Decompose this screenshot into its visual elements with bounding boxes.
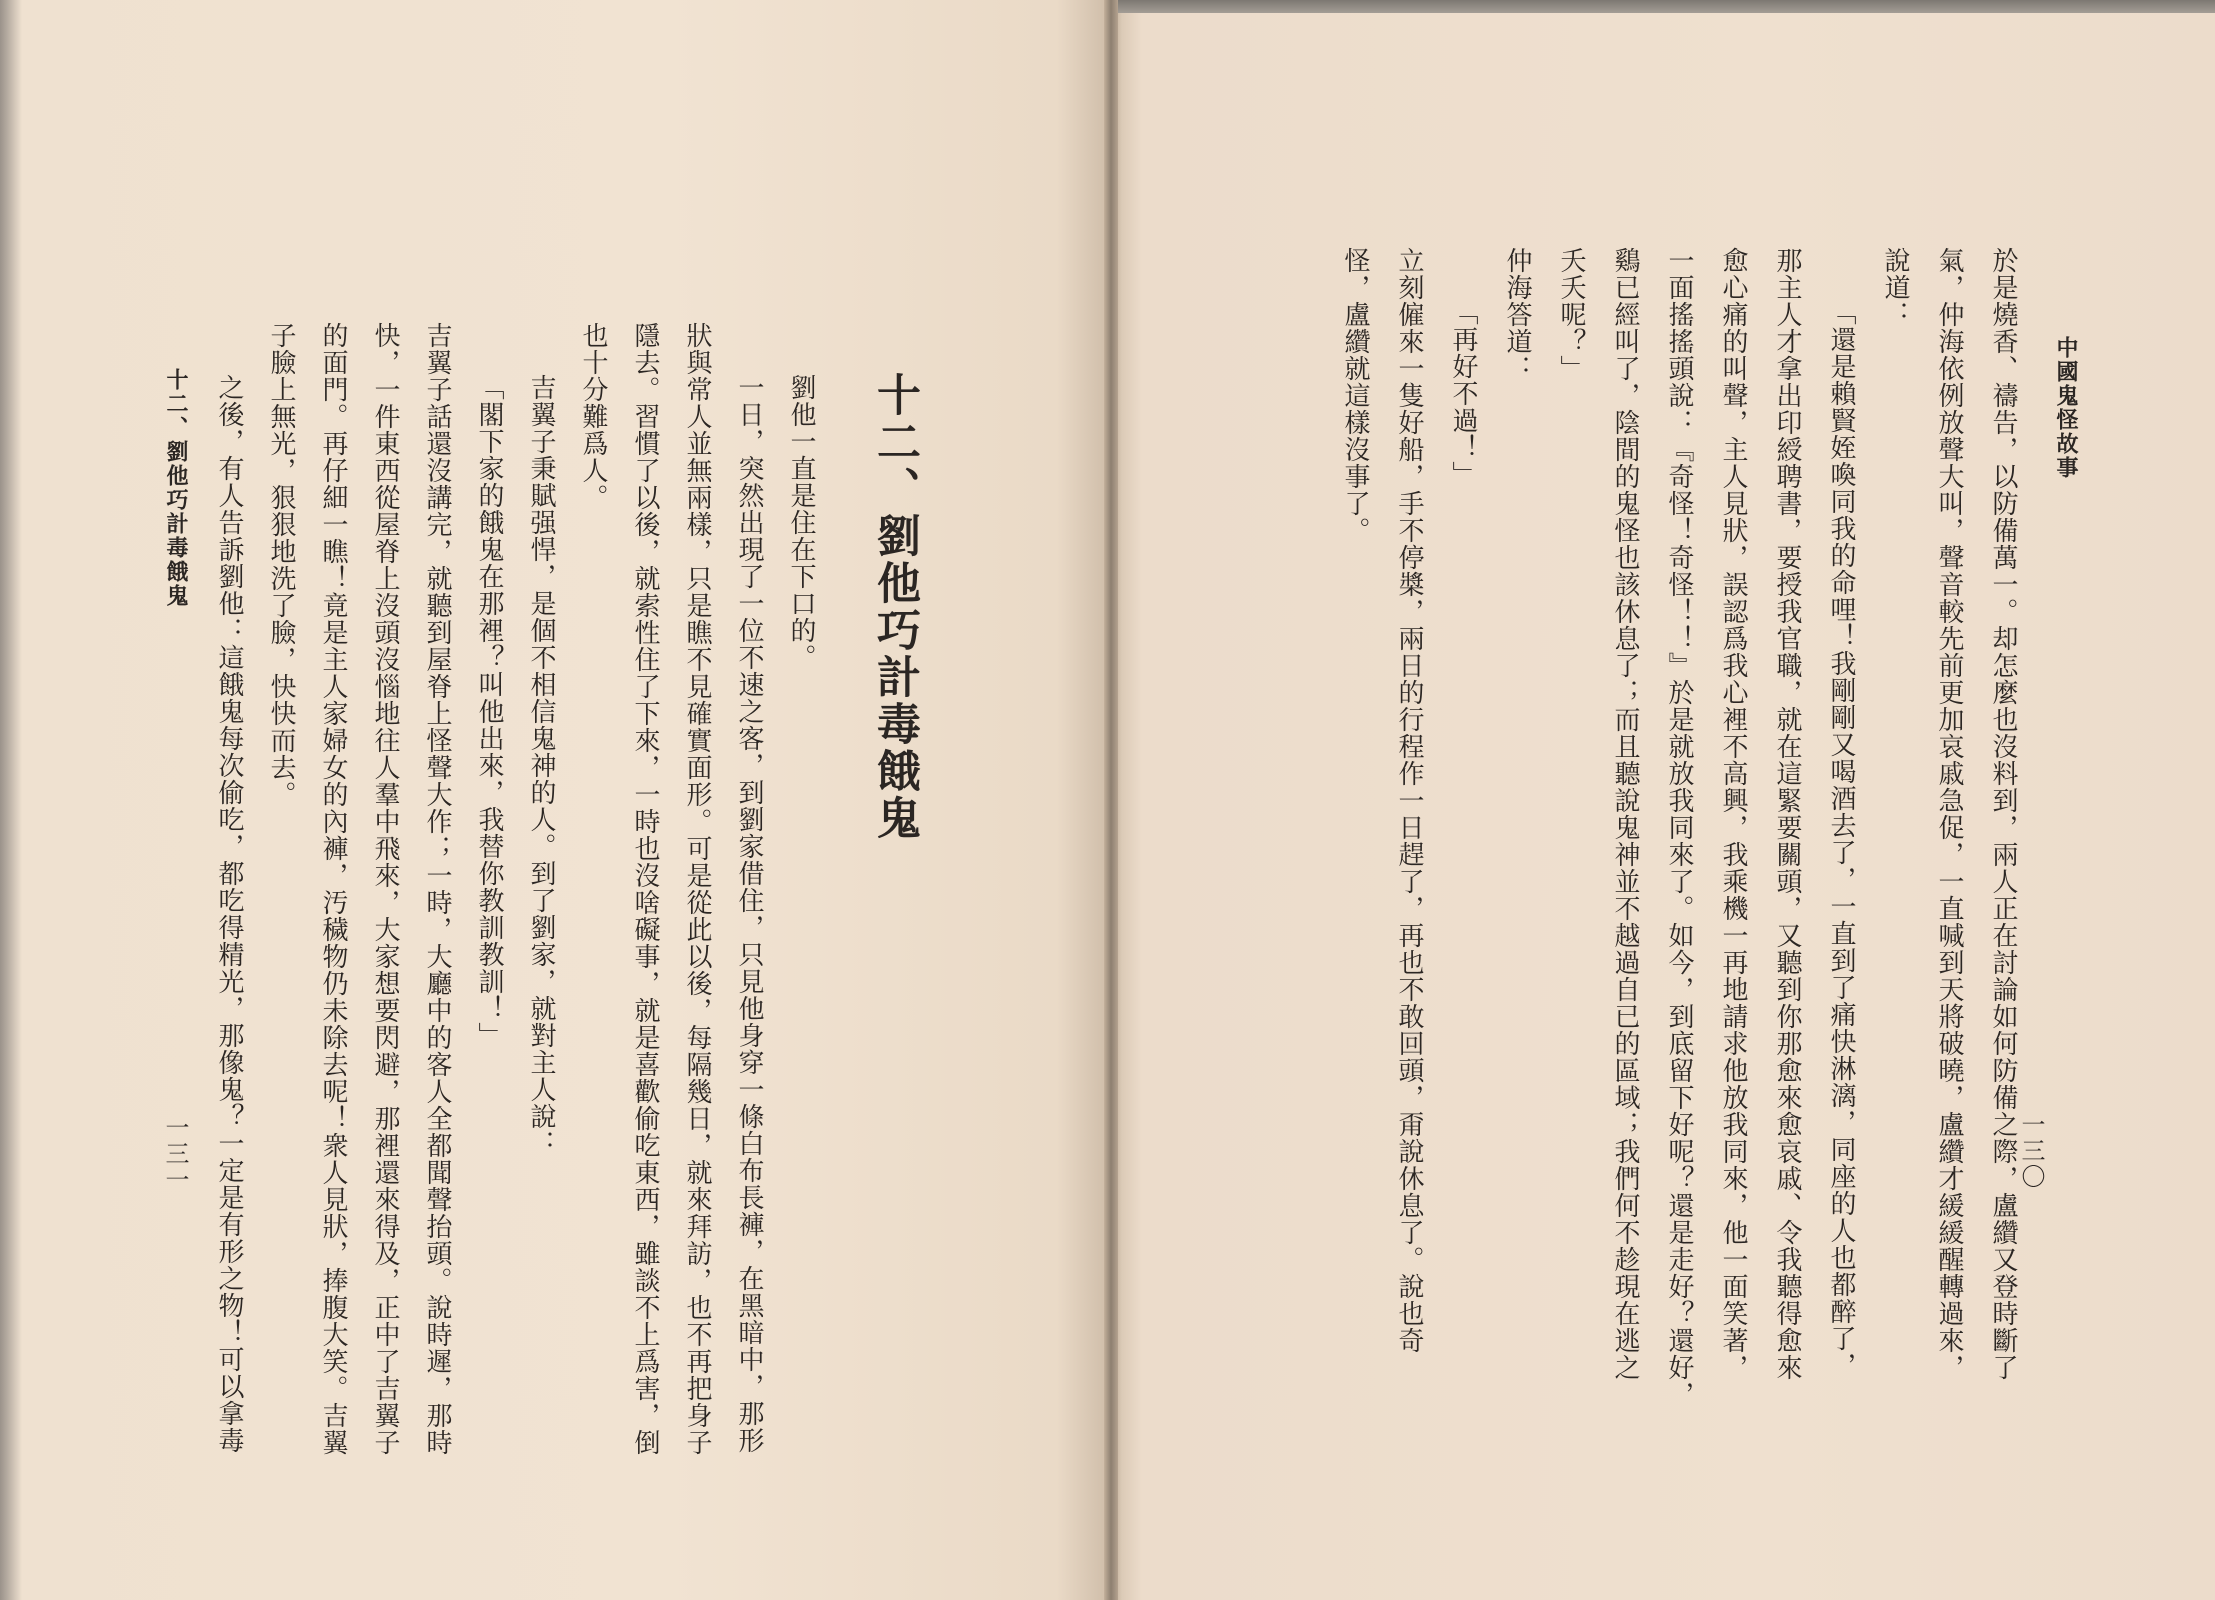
text-column: 「還是賴賢姪喚同我的命哩！我剛剛又喝酒去了，一直到了痛快淋漓，同座的人也都醉了， bbox=[1826, 299, 1856, 1379]
text-column: 立刻僱來一隻好船，手不停槳，兩日的行程作一日趕了，再也不敢回頭，甭說休息了。說也奇 bbox=[1394, 247, 1424, 1354]
text-column: 說道： bbox=[1880, 247, 1910, 328]
book-gutter bbox=[1104, 0, 1118, 1600]
right-page-body bbox=[1328, 247, 2030, 1408]
page-top-edge bbox=[1112, 0, 2215, 13]
text-column: 怪，盧纘就這樣沒事了。 bbox=[1340, 247, 1370, 544]
page-number-left: 一三一 bbox=[161, 1115, 189, 1193]
text-column: 愈心痛的叫聲，主人見狀，誤認爲我心裡不高興，我乘機一再地請求他放我同來，他一面笑著， bbox=[1718, 247, 1748, 1381]
running-footer: 十二、劉他巧計毒餓鬼 bbox=[163, 368, 188, 608]
text-column: 「閣下家的餓鬼在那裡？叫他出來，我替你教訓教訓！」 bbox=[474, 374, 504, 1049]
page-number-right: 一三〇 bbox=[2017, 1112, 2045, 1190]
text-column: 隱去。習慣了以後，就索性住了下來，一時也沒啥礙事，就是喜歡偷吃東西，雖談不上爲害，倒 bbox=[630, 322, 660, 1456]
text-column: 吉翼子話還沒講完，就聽到屋脊上怪聲大作；一時，大廳中的客人全都聞聲抬頭。說時遲，那時 bbox=[422, 322, 452, 1456]
text-column: 狀與常人並無兩樣，只是瞧不見確實面形。可是從此以後，每隔幾日，就來拜訪，也不再把身子 bbox=[682, 322, 712, 1456]
text-column: 仲海答道： bbox=[1502, 247, 1532, 382]
text-column: 也十分難爲人。 bbox=[578, 322, 608, 511]
text-column: 之後，有人告訴劉他：這餓鬼每次偷吃，都吃得精光，那像鬼？一定是有形之物！可以拿毒 bbox=[214, 374, 244, 1454]
text-column: 「再好不過！」 bbox=[1448, 299, 1478, 488]
text-column: 快，一件東西從屋脊上沒頭沒惱地往人羣中飛來，大家想要閃避，那裡還來得及，正中了吉翼子 bbox=[370, 322, 400, 1456]
text-column: 那主人才拿出印綬聘書，要授我官職，就在這緊要關頭，又聽到你那愈來愈哀戚、令我聽得愈來 bbox=[1772, 247, 1802, 1381]
running-header: 中國鬼怪故事 bbox=[2053, 336, 2078, 480]
text-column: 於是燒香、禱告，以防備萬一。却怎麼也沒料到，兩人正在討論如何防備之際，盧纘又登時斷了 bbox=[1988, 247, 2018, 1381]
text-column: 的面門。再仔細一瞧！竟是主人家婦女的內褲，汚穢物仍未除去呢！衆人見狀，捧腹大笑。吉翼 bbox=[318, 322, 348, 1456]
left-page-body bbox=[203, 322, 827, 1456]
text-column: 鷄已經叫了，陰間的鬼怪也該休息了；而且聽說鬼神並不越過自已的區域；我們何不趁現在逃之 bbox=[1610, 247, 1640, 1381]
text-column: 劉他一直是住在下口的。 bbox=[786, 374, 816, 671]
text-column: 吉翼子秉賦强悍，是個不相信鬼神的人。到了劉家，就對主人說： bbox=[526, 374, 556, 1157]
text-column: 子臉上無光，狠狠地洗了臉，快快而去。 bbox=[266, 322, 296, 808]
text-column: 氣，仲海依例放聲大叫，聲音較先前更加哀戚急促，一直喊到天將破曉，盧纘才緩緩醒轉過來， bbox=[1934, 247, 1964, 1381]
text-column: 一面搖搖頭說：『奇怪！奇怪！！』於是就放我同來了。如今，到底留下好呢？還是走好？還好， bbox=[1664, 247, 1694, 1408]
text-column: 夭夭呢？」 bbox=[1556, 247, 1586, 382]
text-column: 一日，突然出現了一位不速之客，到劉家借住，只見他身穿一條白布長褲，在黑暗中，那形 bbox=[734, 374, 764, 1454]
chapter-title: 十二、劉他巧計毒餓鬼 bbox=[869, 372, 920, 842]
